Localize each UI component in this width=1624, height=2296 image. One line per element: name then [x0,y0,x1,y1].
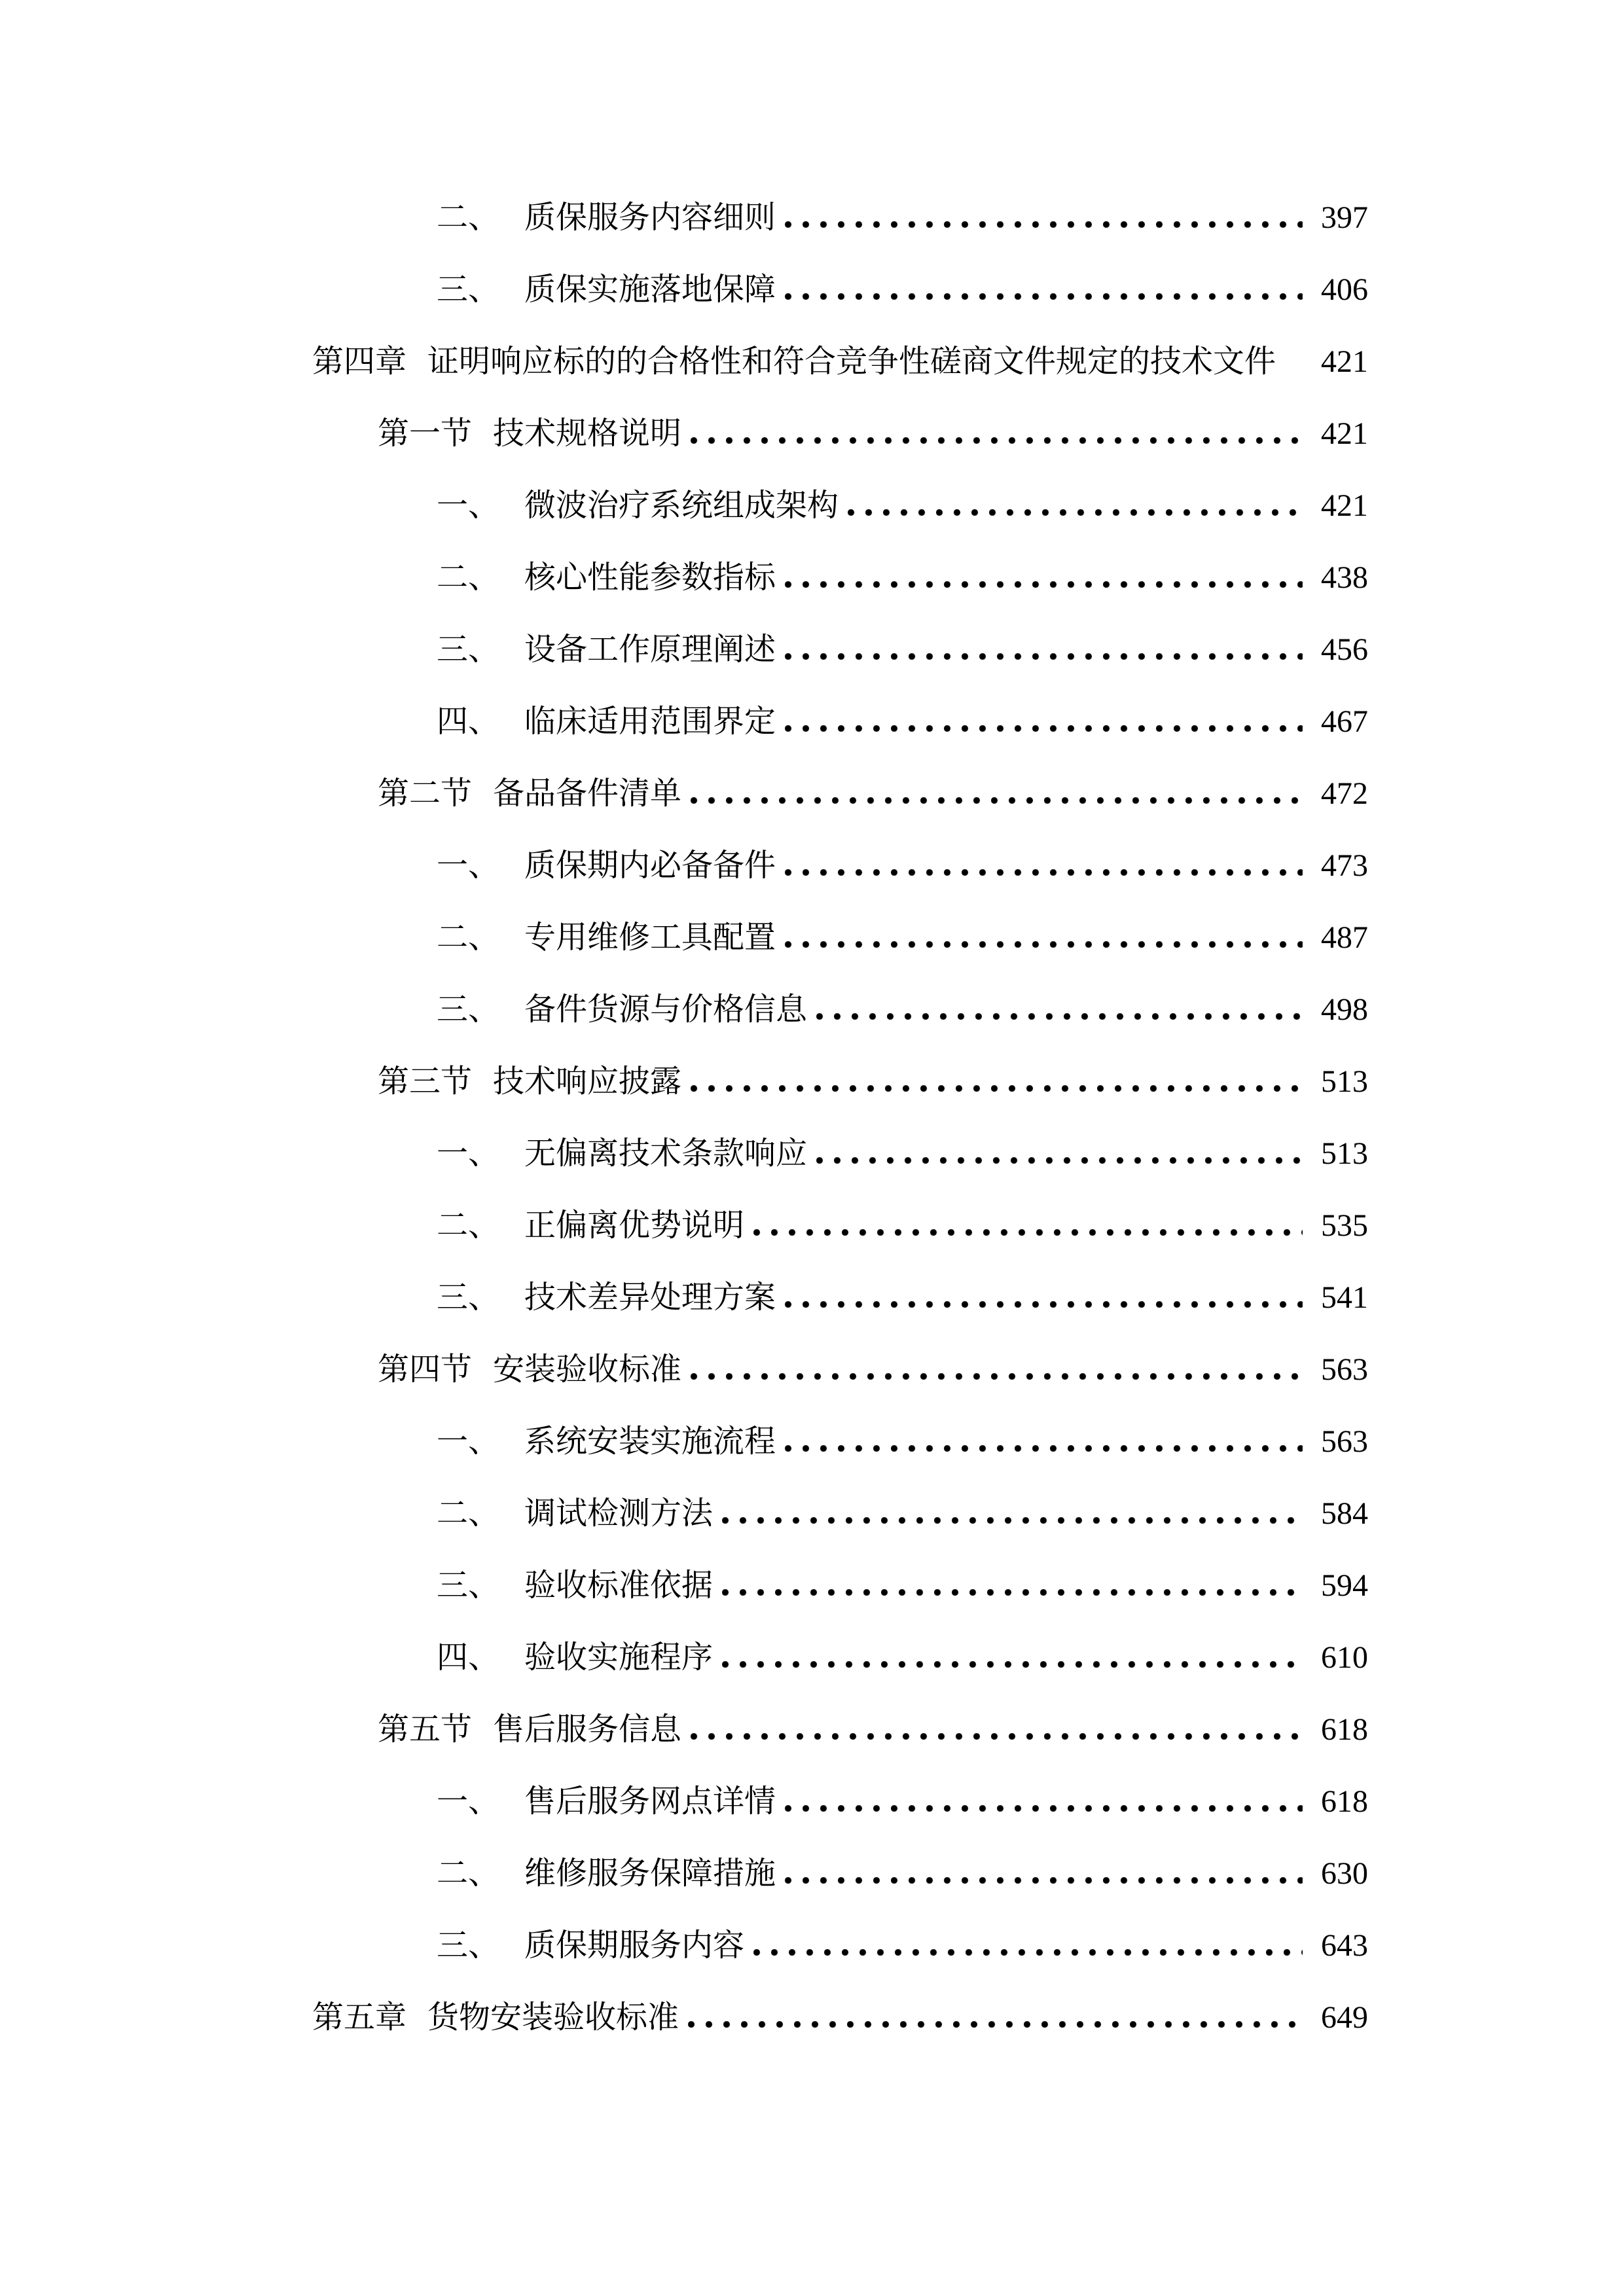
toc-entry [0,1046,1368,1118]
toc-page-number: 421 [1321,416,1368,451]
toc-page-number: 513 [1321,1064,1368,1099]
toc-entry-title: 质保实施落地保障 [524,272,776,307]
toc-leader-dots [848,509,1303,516]
toc-entry [0,614,1368,686]
toc-leader-dots [722,1661,1303,1668]
toc-entry [0,1694,1368,1766]
toc-leader-dots [785,1877,1303,1884]
toc-entry-prefix: 一、 [437,848,500,883]
toc-entry-prefix: 二、 [437,200,500,235]
toc-entry-prefix: 一、 [437,488,500,523]
toc-entry [0,254,1368,326]
toc-leader-dots [785,221,1303,228]
toc-page-number: 406 [1321,272,1368,307]
toc-leader-dots [688,2021,1303,2028]
toc-entry-prefix: 第二节 [378,776,473,811]
toc-entry [0,182,1368,254]
toc-page-number: 456 [1321,632,1368,667]
toc-entry [0,1478,1368,1550]
toc-entry-title: 核心性能参数指标 [524,560,776,595]
toc-entry-title: 质保期内必备备件 [524,848,776,883]
toc-page-number: 541 [1321,1280,1368,1315]
toc-entry [0,758,1368,830]
toc-entry [0,1982,1368,2054]
toc-entry-title: 售后服务网点详情 [524,1784,776,1819]
toc-entry-prefix: 四、 [437,704,500,739]
toc-entry-prefix: 第五节 [378,1712,473,1747]
toc-entry-title: 质保服务内容细则 [524,200,776,235]
toc-page-number: 584 [1321,1496,1368,1531]
toc-page-number: 643 [1321,1928,1368,1963]
toc-entry [0,1118,1368,1190]
toc-entry-title: 无偏离技术条款响应 [524,1136,808,1171]
toc-entry-prefix: 三、 [437,1280,500,1315]
toc-page-number: 563 [1321,1352,1368,1387]
toc-entry-title: 技术差异处理方案 [524,1280,776,1315]
toc-entry-prefix: 第三节 [378,1064,473,1099]
toc-entry-prefix: 第四章 [312,344,407,379]
toc-leader-dots [816,1157,1303,1164]
toc-page-number: 473 [1321,848,1368,883]
toc-entry-prefix: 二、 [437,1856,500,1891]
toc-leader-dots [785,869,1303,876]
toc-entry-title: 货物安装验收标准 [427,2000,679,2035]
toc-entry-prefix: 三、 [437,272,500,307]
toc-entry [0,1910,1368,1982]
toc-entry-title: 质保期服务内容 [524,1928,745,1963]
toc-leader-dots [691,1373,1303,1380]
toc-entry-title: 证明响应标的的合格性和符合竞争性磋商文件规定的技术文件 [427,344,1276,379]
toc-entry-title: 系统安装实施流程 [524,1424,776,1459]
toc-page-number: 535 [1321,1208,1368,1243]
toc-entry [0,1550,1368,1622]
toc-page-number: 467 [1321,704,1368,739]
toc-leader-dots [785,1301,1303,1308]
toc-leader-dots [785,725,1303,732]
toc-entry [0,1766,1368,1838]
toc-page-number: 472 [1321,776,1368,811]
toc-leader-dots [816,1013,1303,1020]
toc-entry-prefix: 第一节 [378,416,473,451]
toc-entry-prefix: 三、 [437,1568,500,1603]
toc-entry [0,1262,1368,1334]
toc-entry-title: 售后服务信息 [493,1712,682,1747]
toc-page-number: 421 [1321,344,1368,379]
toc-page-number: 421 [1321,488,1368,523]
toc-entry-title: 安装验收标准 [493,1352,682,1387]
toc-leader-dots [753,1949,1303,1956]
toc-entry [0,326,1368,398]
toc-leader-dots [785,581,1303,588]
toc-entry [0,542,1368,614]
toc-leader-dots [785,653,1303,660]
toc-entry-prefix: 二、 [437,1208,500,1243]
toc-entry-prefix: 二、 [437,920,500,955]
toc-leader-dots [691,1085,1303,1092]
toc-leader-dots [722,1517,1303,1524]
toc-leader-dots [785,1445,1303,1452]
toc-page-number: 397 [1321,200,1368,235]
toc-leader-dots [691,1733,1303,1740]
toc-page-number: 618 [1321,1784,1368,1819]
toc-entry-title: 正偏离优势说明 [524,1208,745,1243]
toc-page-number: 594 [1321,1568,1368,1603]
toc-leader-dots [691,437,1303,444]
toc-page-number: 487 [1321,920,1368,955]
toc-entry [0,686,1368,758]
toc-entry-title: 技术响应披露 [493,1064,682,1099]
toc-entry [0,1622,1368,1694]
toc-entry-title: 专用维修工具配置 [524,920,776,955]
toc-page-number: 649 [1321,2000,1368,2035]
toc-page-number: 498 [1321,992,1368,1027]
toc-entry-title: 验收标准依据 [524,1568,713,1603]
toc-entry-title: 临床适用范围界定 [524,704,776,739]
toc-entry-prefix: 三、 [437,992,500,1027]
toc-entry [0,902,1368,974]
toc-entry-prefix: 三、 [437,1928,500,1963]
toc-entry-title: 微波治疗系统组成架构 [524,488,839,523]
toc-entry [0,830,1368,902]
toc-entry-title: 备品备件清单 [493,776,682,811]
toc-page-number: 618 [1321,1712,1368,1747]
toc-entry-prefix: 第五章 [312,2000,407,2035]
toc-entry-title: 调试检测方法 [524,1496,713,1531]
toc-page-number: 563 [1321,1424,1368,1459]
toc-entry [0,1190,1368,1262]
toc-leader-dots [722,1589,1303,1596]
toc-entry-prefix: 一、 [437,1424,500,1459]
toc-page-number: 630 [1321,1856,1368,1891]
toc-entry-title: 验收实施程序 [524,1640,713,1675]
toc-leader-dots [1285,365,1303,372]
toc-entry-prefix: 一、 [437,1136,500,1171]
toc-entry-prefix: 第四节 [378,1352,473,1387]
toc-entry [0,1406,1368,1478]
toc-entry-prefix: 四、 [437,1640,500,1675]
toc-leader-dots [753,1229,1303,1236]
toc-entry [0,1334,1368,1406]
toc-entry [0,398,1368,470]
toc-page-number: 438 [1321,560,1368,595]
toc-entry-title: 维修服务保障措施 [524,1856,776,1891]
toc-entry-prefix: 二、 [437,560,500,595]
toc-entry-title: 技术规格说明 [493,416,682,451]
toc-entry-title: 设备工作原理阐述 [524,632,776,667]
toc-page-number: 513 [1321,1136,1368,1171]
toc-leader-dots [785,293,1303,300]
toc-leader-dots [785,1805,1303,1812]
toc-entry-prefix: 三、 [437,632,500,667]
toc-entry-title: 备件货源与价格信息 [524,992,808,1027]
toc-page-number: 610 [1321,1640,1368,1675]
toc-leader-dots [785,941,1303,948]
toc-entry [0,470,1368,542]
toc-entry-prefix: 一、 [437,1784,500,1819]
toc-entry-prefix: 二、 [437,1496,500,1531]
toc-entry [0,974,1368,1046]
toc-leader-dots [691,797,1303,804]
toc-entry [0,1838,1368,1910]
